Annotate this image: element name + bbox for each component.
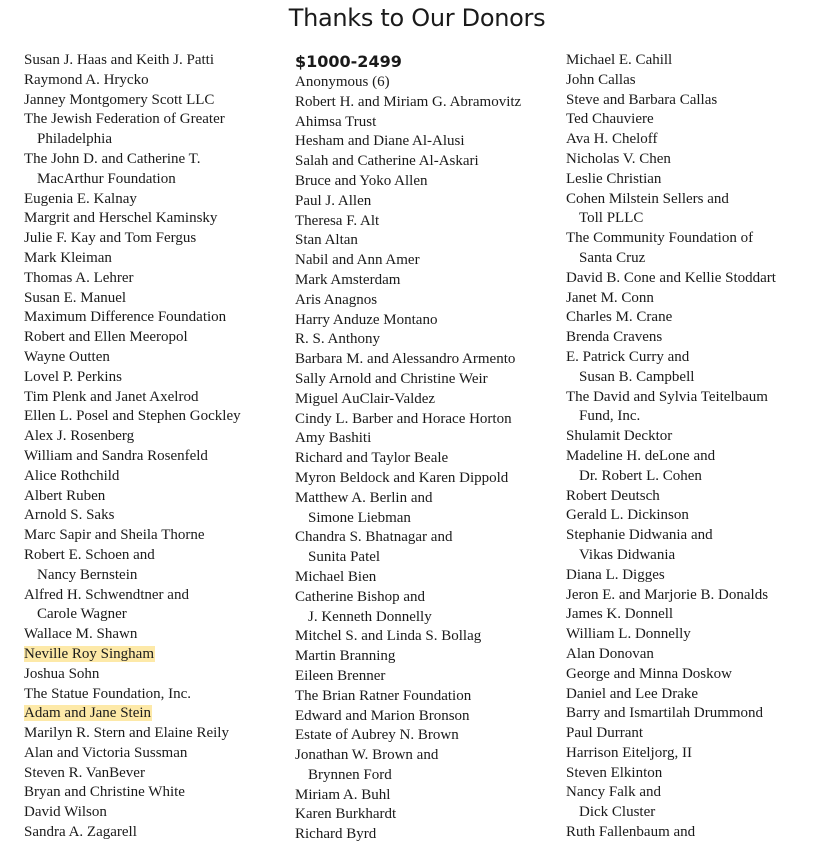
donor-name: Tim Plenk and Janet Axelrod [24,388,199,405]
donor-entry [24,704,284,724]
donor-entry [566,289,821,309]
donor-name: Arnold S. Saks [24,507,115,524]
donor-name: Susan E. Manuel [24,289,127,306]
donor-name: Alfred H. Schwendtner and [24,586,189,603]
donor-name: Janney Montgomery Scott LLC [24,91,215,108]
donor-name: Paul Durrant [566,725,644,742]
donor-entry [24,744,284,764]
donor-entry [566,783,821,823]
donor-name: Susan J. Haas and Keith J. Patti [24,52,214,68]
donor-name: Jonathan W. Brown and [295,747,439,764]
donor-entry [24,289,284,309]
donor-name: E. Patrick Curry and [566,348,690,365]
highlighted-donor-name: Neville Roy Singham [24,645,154,662]
donor-name-continued: Simone Liebman [308,509,411,526]
donor-name: The John D. and Catherine T. [24,150,201,167]
donor-name: Joshua Sohn [24,665,100,682]
donor-name: Julie F. Kay and Tom Fergus [24,230,197,247]
donor-name: Estate of Aubrey N. Brown [295,727,459,744]
donor-entry [295,726,560,746]
donor-name: Hesham and Diane Al-Alusi [295,133,465,150]
donor-name: Lovel P. Perkins [24,368,122,385]
donor-entry [24,407,284,427]
donor-name: Alan Donovan [566,645,654,662]
donor-entry [566,586,821,606]
donor-entry [24,348,284,368]
donor-entry [566,704,821,724]
donor-name: Chandra S. Bhatnagar and [295,529,453,546]
donor-entry [295,627,560,647]
donor-name-continued: Philadelphia [37,131,112,148]
donor-name: Karen Burkhardt [295,806,397,823]
donor-entry [24,625,284,645]
donor-entry [24,447,284,467]
donor-name: Theresa F. Alt [295,212,380,229]
donor-entry [295,93,560,113]
donor-entry [295,786,560,806]
donor-entry [24,546,284,586]
donor-name: Robert Deutsch [566,487,660,504]
donor-name: Harry Anduze Montano [295,311,438,328]
donor-name: Matthew A. Berlin and [295,489,433,506]
donor-name: Bryan and Christine White [24,784,185,801]
donor-entry [295,291,560,311]
donor-name-continued: Santa Cruz [579,249,646,266]
donor-name: Charles M. Crane [566,309,673,326]
donor-name: Margrit and Herschel Kaminsky [24,210,218,227]
donor-name-continued: Dick Cluster [579,804,656,821]
donor-entry [24,764,284,784]
donor-entry [295,311,560,331]
donor-entry [566,744,821,764]
donor-entry [566,625,821,645]
donor-entry [566,506,821,526]
donor-entry [566,724,821,744]
donor-entry [566,487,821,507]
highlighted-donor-name: Adam and Jane Stein [24,705,152,722]
donor-name: George and Minna Doskow [566,665,732,682]
donor-name: Miriam A. Buhl [295,786,391,803]
donor-name: Sandra A. Zagarell [24,824,137,841]
donor-entry [24,71,284,91]
donor-entry [295,370,560,390]
donor-name: Jeron E. and Marjorie B. Donalds [566,586,769,603]
donor-entry [24,328,284,348]
donor-column-2 [295,51,560,845]
donor-name: Salah and Catherine Al-Askari [295,153,479,170]
donor-entry [295,568,560,588]
donor-name: Wayne Outten [24,348,110,365]
donor-name: Eugenia E. Kalnay [24,190,137,207]
donor-name-continued: J. Kenneth Donnelly [308,608,432,625]
donor-name: Ellen L. Posel and Stephen Gockley [24,408,241,425]
donor-entry [566,110,821,130]
donor-name: Robert E. Schoen and [24,546,155,563]
donor-name-continued: Sunita Patel [308,549,381,566]
donor-entry [24,209,284,229]
donor-name: Michael Bien [295,568,377,585]
donor-name: Albert Ruben [24,487,106,504]
donor-entry [295,429,560,449]
donor-entry [566,566,821,586]
donor-name: Diana L. Digges [566,566,665,583]
donor-entry [295,805,560,825]
donor-name: Daniel and Lee Drake [566,685,699,702]
donor-name: Stan Altan [295,232,358,249]
donor-name: Barbara M. and Alessandro Armento [295,351,516,368]
donor-name: Sally Arnold and Christine Weir [295,370,488,387]
donor-entry [24,685,284,705]
donor-entry [295,330,560,350]
donation-tier-heading: $1000-2499 [295,52,402,71]
donor-entry [295,647,560,667]
donor-entry [24,427,284,447]
donor-name: Mark Kleiman [24,249,112,266]
donor-entry [566,526,821,566]
donor-entry [24,586,284,626]
donor-name: The Statue Foundation, Inc. [24,685,192,702]
donor-name: Barry and Ismartilah Drummond [566,705,764,722]
donor-name: Richard Byrd [295,826,377,843]
donor-name: Steve and Barbara Callas [566,91,718,108]
donor-entry [566,130,821,150]
donor-column-1 [24,51,284,843]
donor-name: William and Sandra Rosenfeld [24,447,208,464]
donor-entry [566,348,821,388]
donor-name: Harrison Eiteljorg, II [566,744,692,761]
donor-name: Bruce and Yoko Allen [295,172,428,189]
donor-entry [295,73,560,93]
donor-entry [566,71,821,91]
donor-name: Aris Anagnos [295,291,378,308]
donor-entry [24,229,284,249]
donor-entry [295,390,560,410]
donor-name: Thomas A. Lehrer [24,269,134,286]
donor-name-continued: MacArthur Foundation [37,170,176,187]
donor-entry [566,388,821,428]
donor-name-continued: Fund, Inc. [579,408,641,425]
donor-name: Myron Beldock and Karen Dippold [295,469,509,486]
donor-entry [24,645,284,665]
donor-name-continued: Nancy Bernstein [37,566,138,583]
donor-name-continued: Brynnen Ford [308,766,392,783]
donor-entry [24,724,284,744]
page-title: Thanks to Our Donors [288,4,546,32]
donor-entry [295,825,560,845]
donor-name-continued: Susan B. Campbell [579,368,695,385]
donor-name: Paul J. Allen [295,192,372,209]
donor-entry [295,588,560,628]
donor-name: Amy Bashiti [295,430,372,447]
donor-entry [24,803,284,823]
donor-name: Richard and Taylor Beale [295,450,449,467]
donor-entry [295,212,560,232]
donor-entry [24,526,284,546]
donor-entry [566,645,821,665]
donor-name: The Brian Ratner Foundation [295,687,472,704]
donor-entry [295,707,560,727]
donor-entry [295,113,560,133]
donor-entry [566,427,821,447]
donor-entry [566,190,821,230]
donor-name: Robert H. and Miriam G. Abramovitz [295,93,522,110]
donor-name: Nancy Falk and [566,784,661,801]
donor-name: Michael E. Cahill [566,52,673,68]
donor-entry [24,308,284,328]
donor-name-continued: Dr. Robert L. Cohen [579,467,702,484]
donor-name: William L. Donnelly [566,626,691,643]
donor-name: The Jewish Federation of Greater [24,111,225,128]
donor-name: R. S. Anthony [295,331,381,348]
donor-entry [566,308,821,328]
donor-name: Raymond A. Hrycko [24,71,149,88]
donor-entry [295,271,560,291]
donor-entry [24,249,284,269]
donor-name: Maximum Difference Foundation [24,309,227,326]
donor-entry [24,665,284,685]
donor-entry [24,388,284,408]
donor-name: Alan and Victoria Sussman [24,744,188,761]
donor-name: Janet M. Conn [566,289,654,306]
donor-name: The David and Sylvia Teitelbaum [566,388,768,405]
donor-entry [24,487,284,507]
donor-name: Madeline H. deLone and [566,447,716,464]
donor-entry [295,449,560,469]
donor-entry [295,231,560,251]
donor-name: Cohen Milstein Sellers and [566,190,729,207]
donor-name: David Wilson [24,804,107,821]
donor-entry [295,350,560,370]
donor-entry [24,269,284,289]
donor-entry [24,110,284,150]
donor-name: John Callas [566,71,636,88]
donor-entry [566,150,821,170]
donor-name: Alice Rothchild [24,467,120,484]
donor-entry [24,368,284,388]
donor-name: Shulamit Decktor [566,428,673,445]
donor-name: Steven Elkinton [566,764,663,781]
donor-name: Alex J. Rosenberg [24,428,135,445]
donor-name: Stephanie Didwania and [566,527,713,544]
donor-entry [295,132,560,152]
donor-name-continued: Toll PLLC [579,210,644,227]
donor-entry [566,447,821,487]
donor-name: Catherine Bishop and [295,588,425,605]
donor-name: Marilyn R. Stern and Elaine Reily [24,725,229,742]
donor-entry [24,91,284,111]
donor-name: Mark Amsterdam [295,271,401,288]
donor-name-continued: Vikas Didwania [579,546,676,563]
donor-entry [24,150,284,190]
donor-entry [295,667,560,687]
donor-name: Miguel AuClair-Valdez [295,390,436,407]
donor-entry [24,783,284,803]
donor-name: Ted Chauviere [566,111,654,128]
donor-entry [24,467,284,487]
donor-name: The Community Foundation of [566,230,754,247]
donor-entry [566,605,821,625]
donor-name: Steven R. VanBever [24,764,145,781]
donor-entry [295,746,560,786]
donor-name: David B. Cone and Kellie Stoddart [566,269,776,286]
donor-name: James K. Donnell [566,606,674,623]
donor-entry [566,328,821,348]
donor-name: Gerald L. Dickinson [566,507,689,524]
donor-entry [566,91,821,111]
donor-entry [566,51,821,71]
donor-name: Nicholas V. Chen [566,150,671,167]
donor-name: Brenda Cravens [566,329,663,346]
donor-name: Nabil and Ann Amer [295,252,420,269]
donor-entry [566,229,821,269]
donor-entry [566,269,821,289]
donor-name-continued: Carole Wagner [37,606,127,623]
donor-entry [24,506,284,526]
donor-entry [295,687,560,707]
donor-name: Robert and Ellen Meeropol [24,329,188,346]
donor-entry [24,51,284,71]
donor-name: Mitchel S. and Linda S. Bollag [295,628,482,645]
donor-entry [295,489,560,529]
donor-name: Edward and Marion Bronson [295,707,470,724]
donor-entry [295,410,560,430]
donor-name: Ahimsa Trust [295,113,377,130]
donor-name: Cindy L. Barber and Horace Horton [295,410,512,427]
donor-entry [295,251,560,271]
donor-name: Ava H. Cheloff [566,131,658,148]
donor-name: Eileen Brenner [295,667,386,684]
donor-entry [295,528,560,568]
donor-entry [295,469,560,489]
donor-name: Leslie Christian [566,170,662,187]
donor-entry [566,170,821,190]
donor-entry [566,685,821,705]
donor-entry [566,764,821,784]
donor-name: Martin Branning [295,648,396,665]
donor-name: Marc Sapir and Sheila Thorne [24,527,205,544]
donor-name: Wallace M. Shawn [24,626,138,643]
donor-name: Ruth Fallenbaum and [566,824,696,841]
donor-entry [295,172,560,192]
donor-entry [295,192,560,212]
donor-entry [566,665,821,685]
donor-entry [24,190,284,210]
donor-column-3 [566,51,821,843]
donor-entry [295,152,560,172]
donor-name: Anonymous (6) [295,74,390,90]
